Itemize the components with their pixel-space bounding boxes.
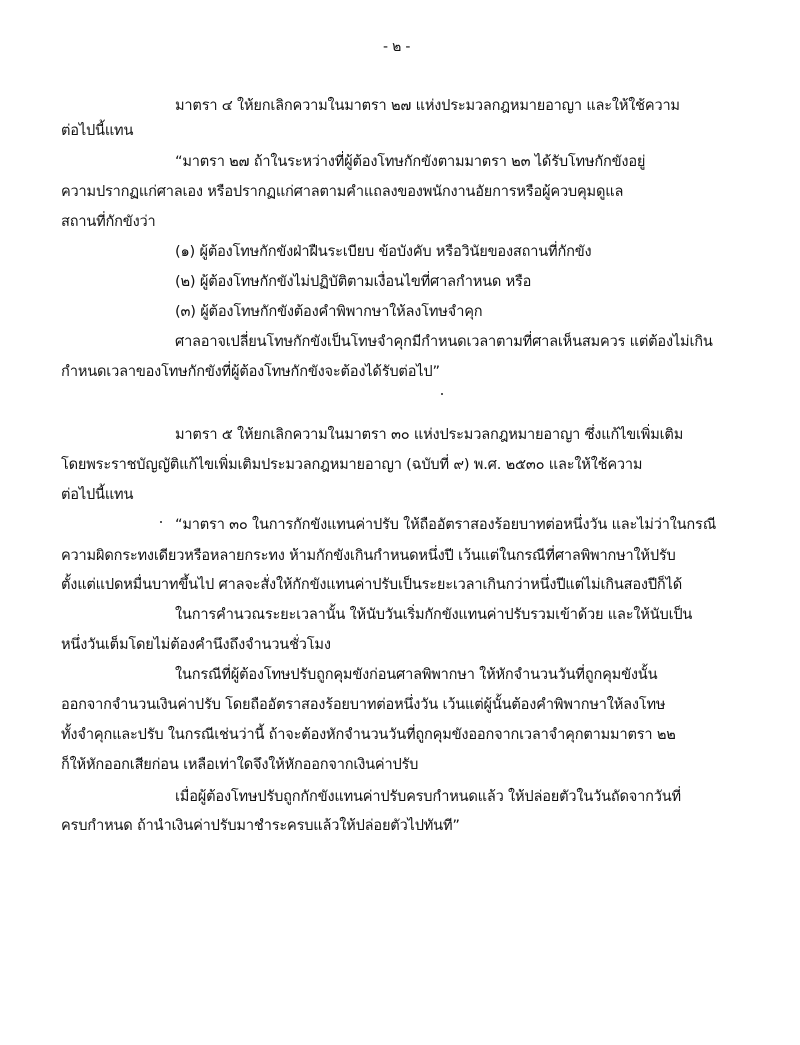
section5-paragraph1-line-1: ในการคำนวณระยะเวลานั้น ให้นับวันเริ่มกักขังแทนค่าปรับรวมเข้าด้วย และให้นับเป็น [175,606,693,623]
section5-quote-line-3: ตั้งแต่แปดหมื่นบาทขึ้นไป ศาลจะสั่งให้กักขังแทนค่าปรับเป็นระยะเวลาเกินกว่าหนึ่งปีแต่ไม่เกินสองปีก็ได้ [61,576,682,593]
section5-paragraph2-line-1: ในกรณีที่ผู้ต้องโทษปรับถูกคุมขังก่อนศาลพิพากษา ให้หักจำนวนวันที่ถูกคุมขังนั้น [175,666,658,683]
section4-list-item-3: (๓) ผู้ต้องโทษกักขังต้องคำพิพากษาให้ลงโทษจำคุก [175,303,483,320]
section5-intro-line-2: โดยพระราชบัญญัติแก้ไขเพิ่มเติมประมวลกฎหมายอาญา (ฉบับที่ ๙) พ.ศ. ๒๕๓๐ และให้ใช้ความ [61,456,643,473]
section4-intro-line-1: มาตรา ๔ ให้ยกเลิกความในมาตรา ๒๗ แห่งประมวลกฎหมายอาญา และให้ใช้ความ [175,97,680,114]
section4-paragraph-line-2: กำหนดเวลาของโทษกักขังที่ผู้ต้องโทษกักขังจะต้องได้รับต่อไป” [61,363,440,380]
section5-paragraph2-line-4: ก็ให้หักออกเสียก่อน เหลือเท่าใดจึงให้หักออกจากเงินค่าปรับ [61,756,419,773]
section5-paragraph3-line-1: เมื่อผู้ต้องโทษปรับถูกกักขังแทนค่าปรับครบกำหนดแล้ว ให้ปล่อยตัวในวันถัดจากวันที่ [175,788,681,805]
section4-list-item-2: (๒) ผู้ต้องโทษกักขังไม่ปฏิบัติตามเงื่อนไขที่ศาลกำหนด หรือ [175,273,532,290]
section5-intro-line-3: ต่อไปนี้แทน [61,486,134,503]
section4-quote-line-3: สถานที่กักขังว่า [61,213,156,230]
scan-speck [160,521,162,523]
section5-quote-line-1: “มาตรา ๓๐ ในการกักขังแทนค่าปรับ ให้ถืออัตราสองร้อยบาทต่อหนึ่งวัน และไม่ว่าในกรณี [175,516,717,533]
section4-paragraph-line-1: ศาลอาจเปลี่ยนโทษกักขังเป็นโทษจำคุกมีกำหนดเวลาตามที่ศาลเห็นสมควร แต่ต้องไม่เกิน [175,333,713,350]
section4-quote-line-2: ความปรากฏแก่ศาลเอง หรือปรากฏแก่ศาลตามคำแถลงของพนักงานอัยการหรือผู้ควบคุมดูแล [61,183,624,200]
section4-intro-line-2: ต่อไปนี้แทน [61,122,134,139]
section4-quote-line-1: “มาตรา ๒๗ ถ้าในระหว่างที่ผู้ต้องโทษกักขังตามมาตรา ๒๓ ได้รับโทษกักขังอยู่ [175,153,646,170]
section5-paragraph2-line-2: ออกจากจำนวนเงินค่าปรับ โดยถืออัตราสองร้อยบาทต่อหนึ่งวัน เว้นแต่ผู้นั้นต้องคำพิพากษาให้ลงโทษ [61,696,666,713]
section5-paragraph1-line-2: หนึ่งวันเต็มโดยไม่ต้องคำนึงถึงจำนวนชั่วโมง [61,636,331,653]
section4-list-item-1: (๑) ผู้ต้องโทษกักขังฝ่าฝืนระเบียบ ข้อบังคับ หรือวินัยของสถานที่กักขัง [175,243,592,260]
section5-paragraph2-line-3: ทั้งจำคุกและปรับ ในกรณีเช่นว่านี้ ถ้าจะต้องหักจำนวนวันที่ถูกคุมขังออกจากเวลาจำคุกตามมาตรา ๒๒ [61,726,676,743]
scan-speck [441,393,443,395]
section5-paragraph3-line-2: ครบกำหนด ถ้านำเงินค่าปรับมาชำระครบแล้วให้ปล่อยตัวไปทันที” [61,817,460,834]
section5-intro-line-1: มาตรา ๕ ให้ยกเลิกความในมาตรา ๓๐ แห่งประมวลกฎหมายอาญา ซึ่งแก้ไขเพิ่มเติม [175,426,684,443]
page-number: - ๒ - [383,39,411,55]
section5-quote-line-2: ความผิดกระทงเดียวหรือหลายกระทง ห้ามกักขังเกินกำหนดหนึ่งปี เว้นแต่ในกรณีที่ศาลพิพากษาให้ปรับ [61,547,676,564]
